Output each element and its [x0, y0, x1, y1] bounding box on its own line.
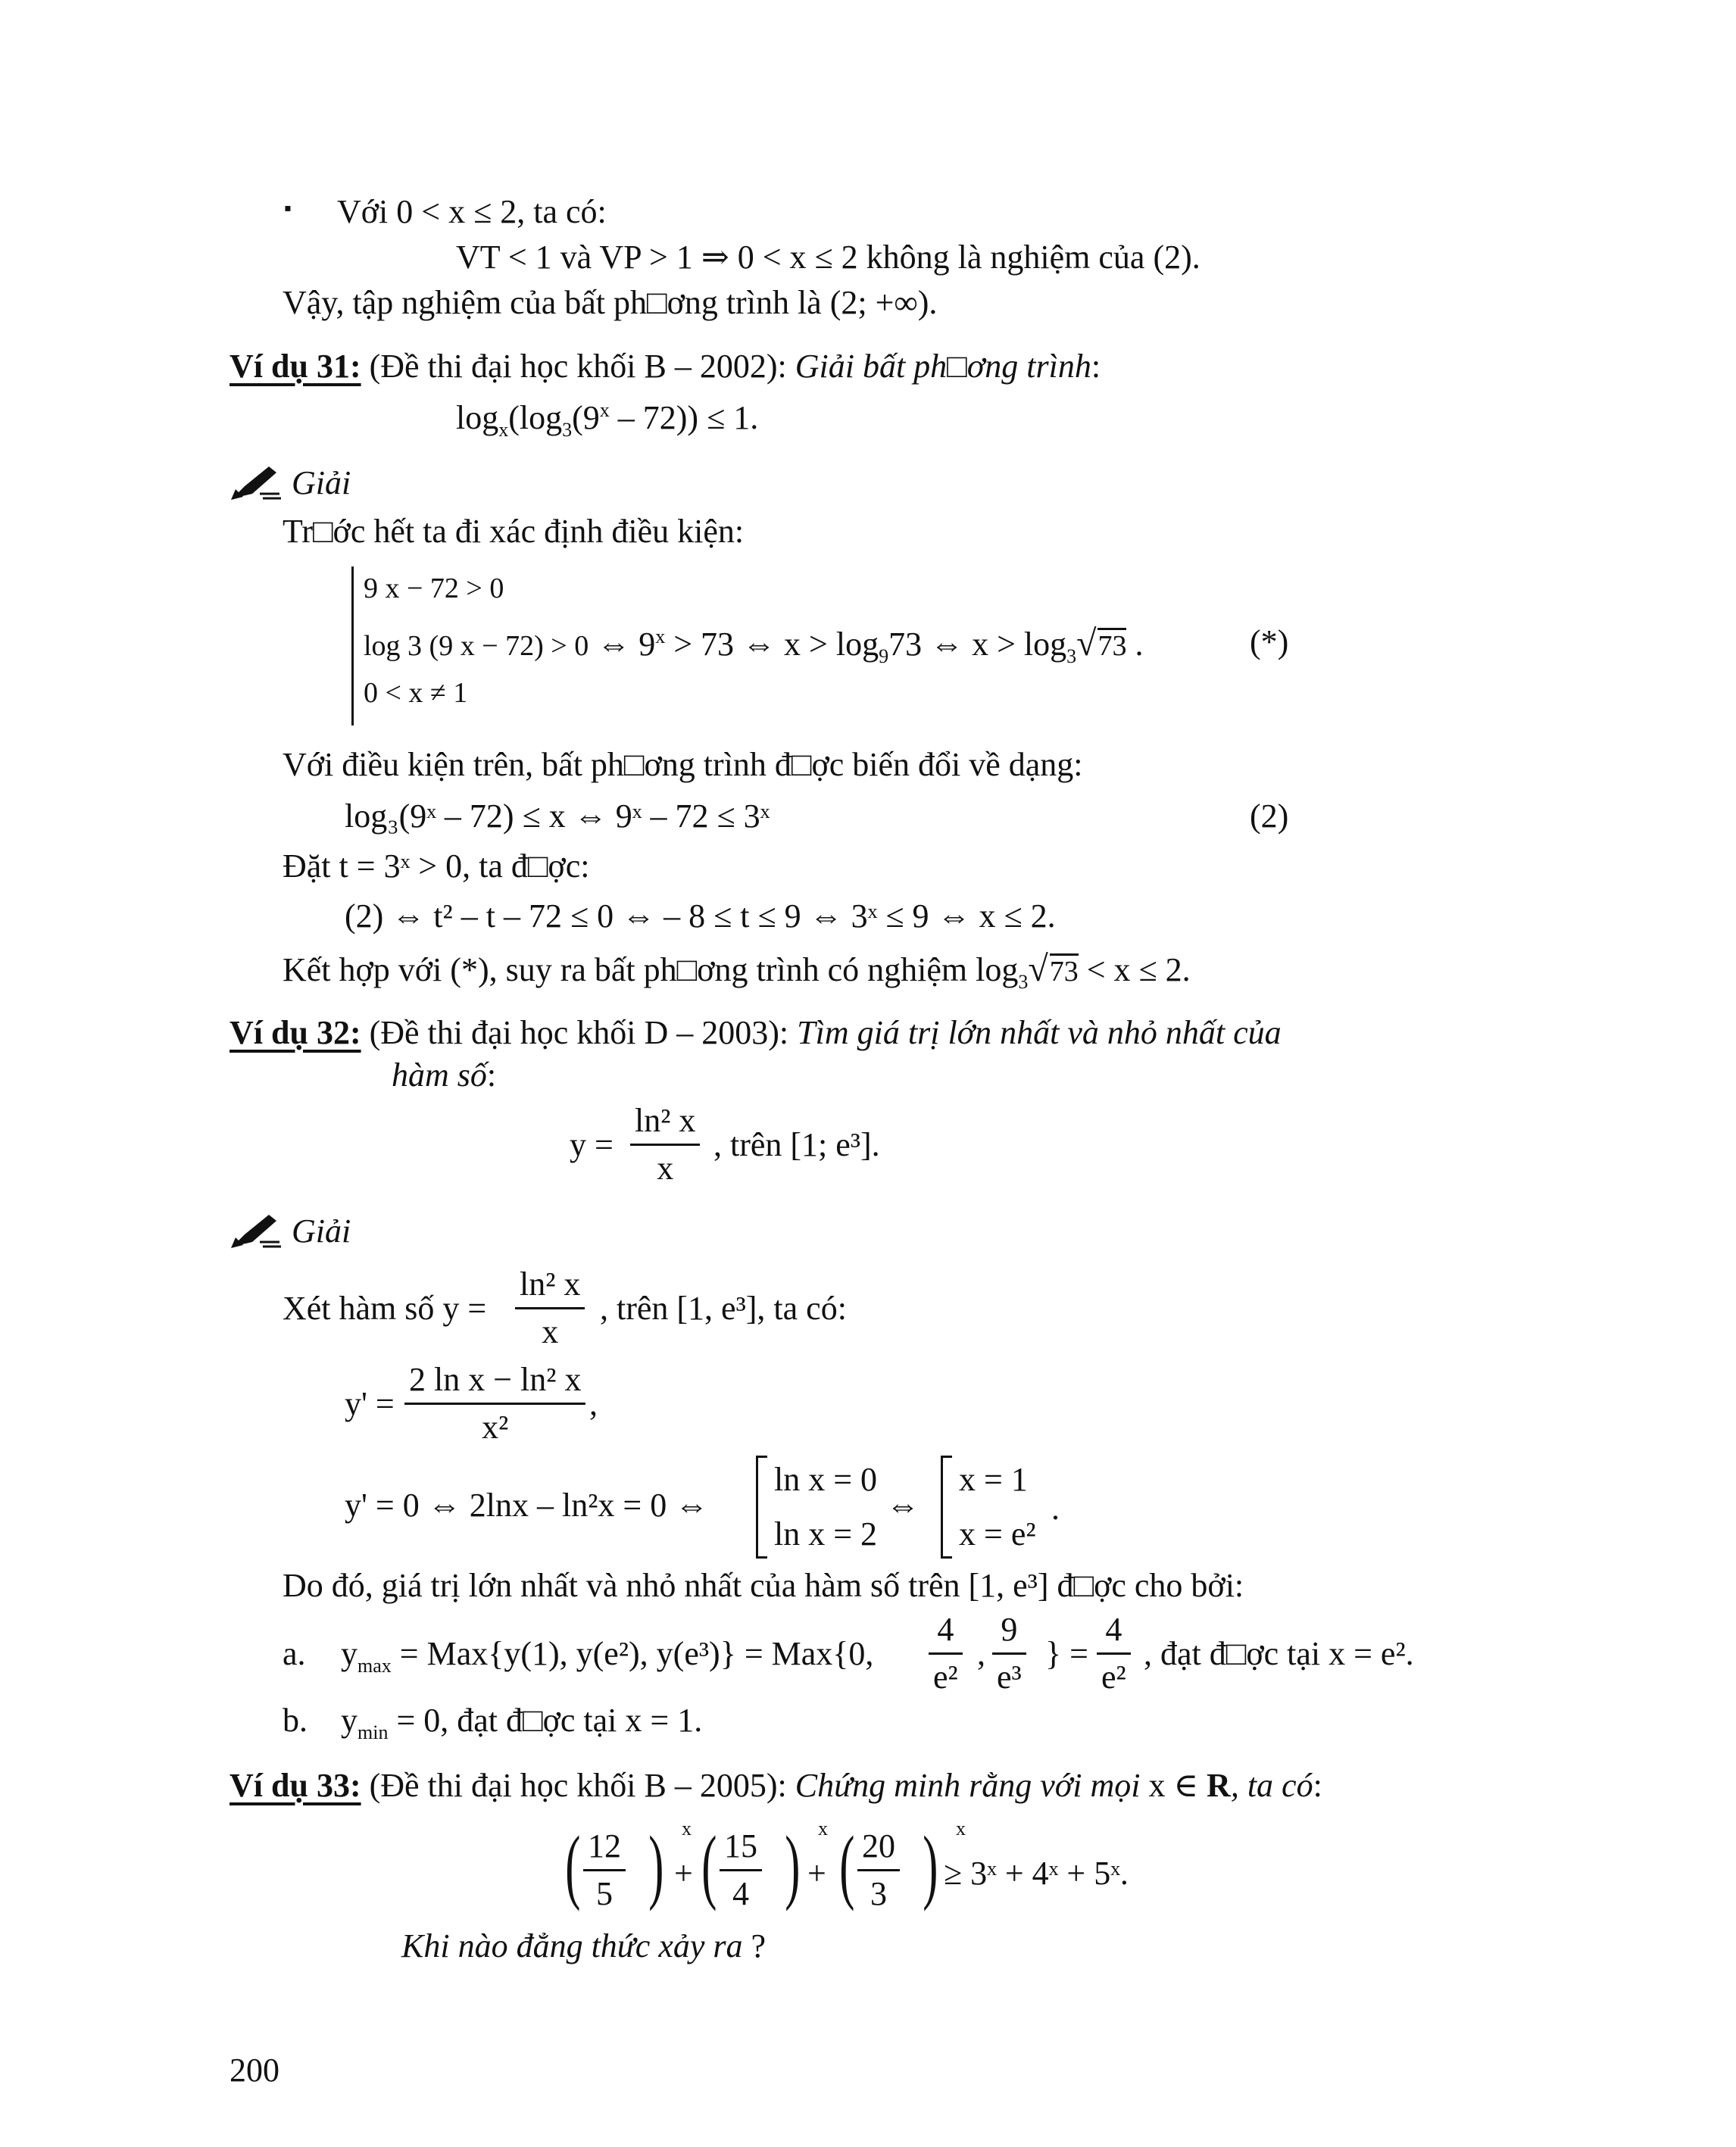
text: Kết hợp với (*), suy ra bất ph□ơng trình có nghiệm log — [283, 951, 1019, 988]
ineq-fraction-1 — [583, 1827, 626, 1912]
right-paren: ) — [648, 1819, 664, 1911]
system-brace — [351, 566, 354, 726]
example-31-task: Giải bất ph□ơng trình — [795, 348, 1091, 385]
item-a-max — [341, 1635, 874, 1677]
text: y — [341, 1702, 358, 1739]
text: < x ≤ 2. — [1078, 951, 1191, 988]
sup: x — [655, 626, 666, 648]
example-32-source: (Đề thi đại học khối D – 2003): — [361, 1014, 798, 1051]
text: ? — [742, 1927, 767, 1964]
equation-2: log₃(9ˣ – 72) ≤ x ⇔ 9ˣ – 72 ≤ 3ˣ — [345, 797, 770, 835]
radicand: 73 — [1050, 953, 1079, 986]
right-paren: ) — [923, 1819, 938, 1911]
max-close: } = — [1045, 1635, 1088, 1672]
denominator: x² — [404, 1403, 585, 1444]
function-fraction — [630, 1104, 700, 1185]
tag-2: (2) — [1250, 797, 1289, 835]
example-33-heading — [229, 1769, 1322, 1802]
bracket-2 — [941, 1456, 952, 1559]
sqrt-sign: √ — [1028, 949, 1048, 989]
equality-question — [401, 1927, 767, 1964]
denominator: 3 — [857, 1869, 900, 1911]
case-result: VT < 1 và VP > 1 ⇒ 0 < x ≤ 2 không là nghiệm của (2). — [456, 239, 1201, 276]
text: , ta có — [1230, 1767, 1313, 1804]
colon: : — [1313, 1767, 1322, 1804]
sub: max — [358, 1655, 392, 1677]
max-fraction-2 — [992, 1613, 1026, 1694]
example-32-heading — [229, 1016, 1282, 1050]
numerator: 9 — [1001, 1611, 1018, 1648]
critical-result-2: x = e² — [959, 1515, 1036, 1553]
max-tail: , đạt đ□ợc tại x = e². — [1144, 1635, 1414, 1672]
numerator: 20 — [862, 1827, 895, 1865]
page-number: 200 — [229, 2052, 279, 2089]
example-32-task: Tìm giá trị lớn nhất và nhỏ nhất của — [797, 1014, 1282, 1051]
denominator: e³ — [992, 1652, 1026, 1694]
rest: – 72)) ≤ 1. — [609, 399, 759, 436]
example-33-label: Ví dụ 33: — [229, 1767, 361, 1804]
numerator: 4 — [937, 1611, 954, 1648]
example-32-task-cont — [392, 1056, 497, 1094]
plus: + — [674, 1855, 693, 1892]
function-domain: , trên [1; e³]. — [713, 1126, 880, 1163]
exponent: x — [682, 1818, 692, 1840]
system-line-3: 0 < x ≠ 1 — [364, 677, 468, 709]
log: log — [456, 399, 499, 436]
item-b-min — [341, 1702, 703, 1743]
sub: 3 — [1018, 971, 1029, 993]
solve-line: (2) ⇔ t² – t – 72 ≤ 0 ⇔ – 8 ≤ t ≤ 9 ⇔ 3ˣ ≤ 9 ⇔ x ≤ 2. — [345, 897, 1056, 935]
denominator: 5 — [583, 1869, 626, 1911]
example-31-label: Ví dụ 31: — [229, 348, 361, 385]
log: (log — [508, 399, 563, 436]
case-line: Với 0 < x ≤ 2, ta có: — [337, 193, 607, 230]
example-33-task: Chứng minh rằng với mọi — [795, 1767, 1141, 1804]
item-b-label: b. — [283, 1702, 308, 1739]
consider-line: Xét hàm số y = — [283, 1290, 487, 1327]
bullet: ▪ — [284, 197, 292, 220]
text: hàm số — [392, 1056, 487, 1094]
tag-star: (*) — [1250, 623, 1289, 660]
numerator: 12 — [588, 1827, 621, 1865]
text: y — [341, 1635, 358, 1672]
numerator: ln² x — [635, 1102, 696, 1139]
example-31-inequality — [456, 399, 759, 441]
sub: 3 — [1066, 645, 1077, 667]
example-33-source: (Đề thi đại học khối B – 2005): — [361, 1767, 795, 1804]
final-answer — [283, 949, 1191, 993]
ineq-rhs: ≥ 3ˣ + 4ˣ + 5ˣ. — [944, 1855, 1129, 1892]
left-paren: ( — [839, 1819, 855, 1911]
derivative-tail: , — [589, 1385, 598, 1422]
transform-line: Với điều kiện trên, bất ph□ơng trình đ□ợc biến đổi về dạng: — [283, 746, 1083, 783]
text: . — [1126, 626, 1144, 663]
numerator: 2 ln x − ln² x — [409, 1361, 582, 1398]
consider-fraction — [515, 1265, 585, 1350]
text: 73 ⇔ x > log — [888, 626, 1067, 663]
exponent: x — [818, 1818, 828, 1840]
colon: : — [1091, 348, 1101, 385]
solution-set: Vậy, tập nghiệm của bất ph□ơng trình là (2; +∞). — [283, 284, 938, 321]
critical-equiv: ⇔ — [886, 1487, 920, 1524]
sub: 3 — [562, 419, 573, 441]
pen-writing-icon — [229, 463, 283, 501]
solution-32-heading — [229, 1212, 351, 1250]
radicand: 73 — [1097, 628, 1126, 660]
example-32-label: Ví dụ 32: — [229, 1014, 361, 1051]
text: > 73 ⇔ x > log — [665, 626, 879, 663]
sqrt-sign: √ — [1076, 623, 1097, 663]
colon: : — [486, 1056, 497, 1094]
denominator: 4 — [720, 1869, 762, 1911]
text: = 0, đạt đ□ợc tại x = 1. — [388, 1702, 703, 1739]
text: = Max{y(1), y(e²), y(e³)} = Max{0, — [391, 1635, 874, 1672]
numerator: ln² x — [520, 1265, 581, 1303]
denominator: x — [515, 1307, 585, 1349]
ineq-fraction-2 — [720, 1827, 762, 1912]
denominator: e² — [929, 1652, 963, 1694]
critical-end: . — [1051, 1490, 1060, 1527]
denominator: e² — [1097, 1652, 1131, 1694]
sub: 9 — [879, 645, 889, 667]
example-31-source: (Đề thi đại học khối B – 2002): — [361, 348, 795, 385]
max-fraction-3 — [1097, 1613, 1131, 1694]
solve-label: Giải — [292, 1212, 351, 1250]
function-y-eq: y = — [570, 1126, 614, 1163]
numerator: 15 — [724, 1827, 757, 1865]
sub: x — [498, 419, 509, 441]
system-line-2 — [364, 623, 1144, 667]
example-31-heading — [229, 350, 1101, 383]
text: x ∈ — [1140, 1767, 1207, 1804]
critical-result-1: x = 1 — [959, 1461, 1028, 1498]
ineq-fraction-3 — [857, 1827, 900, 1912]
therefore-line: Do đó, giá trị lớn nhất và nhỏ nhất của hàm số trên [1, e³] đ□ợc cho bởi: — [283, 1567, 1244, 1604]
max-comma: , — [977, 1635, 985, 1672]
bracket-1 — [756, 1456, 767, 1559]
consider-tail: , trên [1, e³], ta có: — [600, 1290, 847, 1327]
critical-case-1: ln x = 0 — [774, 1461, 878, 1498]
solution-31-heading — [229, 463, 351, 501]
critical-case-2: ln x = 2 — [774, 1515, 878, 1553]
item-a-label: a. — [283, 1635, 306, 1672]
text: ⇔ 9 — [589, 626, 656, 663]
pen-writing-icon — [229, 1212, 283, 1250]
base: (9 — [572, 399, 600, 436]
derivative-lhs: y' = — [345, 1385, 395, 1422]
condition-intro: Tr□ớc hết ta đi xác định điều kiện: — [283, 513, 745, 550]
system-line-1: 9 x − 72 > 0 — [364, 573, 504, 604]
plus: + — [807, 1855, 826, 1892]
sub: min — [358, 1721, 389, 1743]
derivative-fraction — [404, 1363, 585, 1444]
reals: R — [1207, 1767, 1231, 1804]
left-paren: ( — [701, 1819, 717, 1911]
exponent: x — [956, 1818, 966, 1840]
denominator: x — [630, 1144, 700, 1185]
text: Khi nào đẳng thức xảy ra — [401, 1927, 743, 1964]
critical-lhs: y' = 0 ⇔ 2lnx – ln²x = 0 ⇔ — [345, 1487, 709, 1524]
numerator: 4 — [1105, 1611, 1122, 1648]
max-fraction-1 — [929, 1613, 963, 1694]
log-expr: log 3 (9 x − 72) > 0 — [364, 630, 589, 662]
sup: x — [599, 399, 610, 421]
solve-label: Giải — [292, 464, 351, 501]
right-paren: ) — [785, 1819, 801, 1911]
left-paren: ( — [565, 1819, 581, 1911]
substitution: Đặt t = 3ˣ > 0, ta đ□ợc: — [283, 847, 590, 885]
